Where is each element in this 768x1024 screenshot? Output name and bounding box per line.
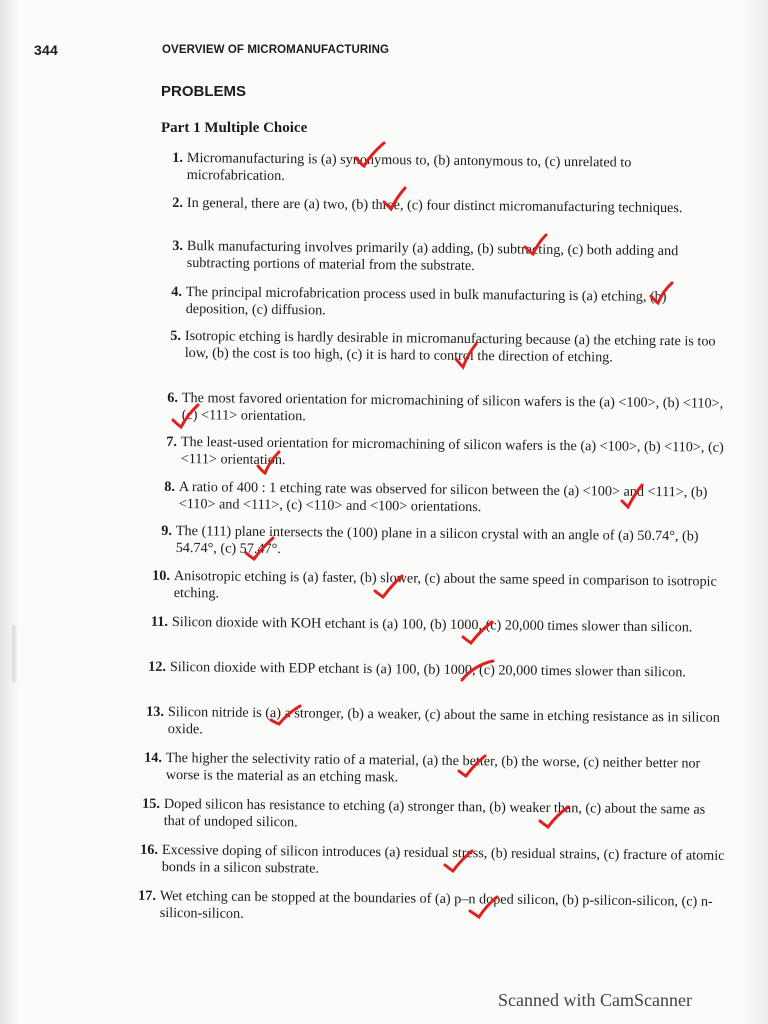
problem-text: Silicon nitride is (a) a stronger, (b) a weaker, (c) about the same in etching resistance as in silicon oxide.	[167, 704, 720, 738]
problem-item	[164, 478, 728, 519]
problem-number: 12.	[148, 658, 167, 675]
problem-item	[161, 522, 728, 563]
problem-number: 13.	[146, 703, 165, 720]
problem-text: The principal microfabrication process used in bulk manufacturing is (a) etching, (b) deposition, (c) diffusion.	[185, 284, 667, 319]
problem-item	[167, 389, 728, 430]
part-heading: Part 1 Multiple Choice	[161, 120, 308, 136]
scan-right-shadow	[742, 0, 768, 1024]
page-number: 344	[34, 42, 58, 58]
problem-text: In general, there are (a) two, (b) three, (c) four distinct micromanufacturing techniques.	[186, 195, 683, 217]
problem-number: 3.	[172, 237, 184, 254]
problem-text: Excessive doping of silicon introduces (a) residual stress, (b) residual strains, (c) fracture of atomic bonds in a silicon substrate.	[161, 842, 725, 877]
problem-number: 4.	[171, 283, 183, 300]
problem-text: The most favored orientation for micromachining of silicon wafers is the (a) <100>, (b) <110>, (c) <111> orientation.	[181, 390, 724, 425]
problem-text: The least-used orientation for micromachining of silicon wafers is the (a) <100>, (b) <110>, (c) <111> orientation.	[180, 434, 724, 469]
problem-number: 14.	[144, 749, 163, 766]
problem-item	[172, 237, 727, 278]
problem-item	[172, 194, 727, 218]
scanner-watermark: Scanned with CamScanner	[498, 990, 692, 1010]
running-head: OVERVIEW OF MICROMANUFACTURING	[162, 44, 390, 56]
problem-text: Silicon dioxide with EDP etchant is (a) 100, (b) 1000, (c) 20,000 times slower than silicon.	[169, 659, 687, 681]
problem-number: 8.	[164, 478, 176, 495]
problem-item	[144, 749, 728, 790]
problem-item	[166, 433, 728, 474]
scan-binding-mark	[12, 625, 17, 683]
problem-item	[172, 149, 727, 190]
problem-number: 17.	[138, 887, 157, 904]
scan-left-shadow	[0, 0, 18, 1024]
problem-item	[138, 887, 728, 928]
problem-item	[170, 327, 728, 368]
problem-text: A ratio of 400 : 1 etching rate was observed for silicon between the (a) <100> and <111>, (b) <110> and <111>, (c) <110> and <100> orientations.	[178, 479, 708, 516]
problem-text: The higher the selectivity ratio of a material, (a) the better, (b) the worse, (c) neither better nor worse is the material as an etching mask.	[165, 750, 701, 786]
problem-number: 15.	[142, 795, 161, 812]
problem-item	[142, 795, 728, 836]
problem-text: Micromanufacturing is (a) synonymous to, (b) antonymous to, (c) unrelated to microfabrication.	[186, 150, 632, 185]
problem-item	[171, 283, 728, 324]
problem-number: 5.	[170, 327, 182, 344]
section-title: PROBLEMS	[161, 83, 247, 100]
problem-item	[140, 841, 728, 882]
problem-text: Doped silicon has resistance to etching (a) stronger than, (b) weaker than, (c) about the same as that of undoped silicon.	[163, 796, 706, 831]
problem-number: 10.	[152, 567, 171, 584]
problem-number: 9.	[161, 522, 173, 539]
problem-item	[152, 567, 728, 608]
problem-text: Isotropic etching is hardly desirable in micromanufacturing because (a) the etching rate is too low, (b) the cost is too high, (c) it is hard to control the direction of etching.	[184, 328, 716, 366]
problem-number: 1.	[172, 149, 184, 166]
problem-item	[148, 658, 728, 682]
problem-text: Silicon dioxide with KOH etchant is (a) 100, (b) 1000, (c) 20,000 times slower than silicon.	[171, 614, 693, 636]
problem-number: 2.	[172, 194, 184, 211]
problem-text: The (111) plane intersects the (100) plane in a silicon crystal with an angle of (a) 50.74°, (b) 54.74°, (c) 57.47°.	[175, 523, 699, 558]
problem-text: Wet etching can be stopped at the boundaries of (a) p–n doped silicon, (b) p-silicon-silicon, (c) n-silicon-silicon.	[159, 888, 713, 922]
problem-number: 6.	[167, 389, 179, 406]
problem-item	[150, 613, 728, 637]
problem-text: Anisotropic etching is (a) faster, (b) slower, (c) about the same speed in comparison to isotropic etching.	[173, 568, 717, 602]
problem-item	[146, 703, 728, 744]
problem-number: 7.	[166, 433, 178, 450]
problem-number: 11.	[150, 613, 169, 630]
problem-number: 16.	[140, 841, 159, 858]
problem-text: Bulk manufacturing involves primarily (a) adding, (b) subtracting, (c) both adding and subtracting portions of material from the substrate.	[186, 238, 679, 275]
